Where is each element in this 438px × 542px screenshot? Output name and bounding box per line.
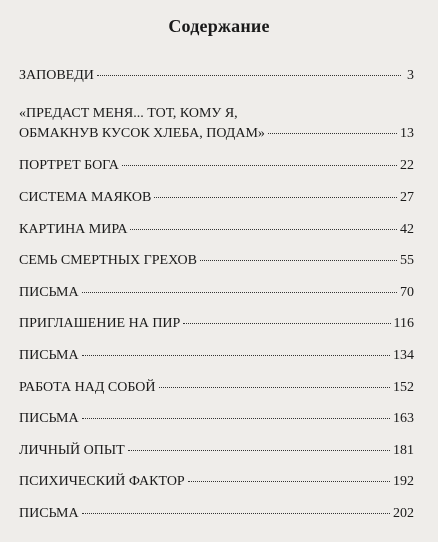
dot-leader [159, 387, 390, 388]
toc-entry-label: ПИСЬМА [19, 506, 79, 521]
toc-entry-priglashenie-na-pir[interactable] [19, 314, 414, 334]
page-title: Содержание [168, 16, 270, 36]
toc-entry-pisma-1[interactable] [19, 283, 414, 303]
toc-entry-label: ПИСЬМА [19, 411, 79, 426]
dot-leader [82, 292, 397, 293]
toc-entry-psihicheskiy-faktor[interactable] [19, 472, 414, 492]
dot-leader [122, 165, 397, 166]
toc-page-number: 134 [393, 348, 414, 363]
toc-entry-pisma-3[interactable] [19, 409, 414, 429]
toc-entry-label: ПИСЬМА [19, 348, 79, 363]
dot-leader [183, 323, 390, 324]
toc-entry-sistema-mayakov[interactable] [19, 188, 414, 208]
dot-leader [200, 260, 397, 261]
dot-leader [188, 481, 390, 482]
toc-page-number: 3 [407, 68, 414, 83]
toc-page-number: 42 [400, 222, 414, 237]
toc-entry-portret-boga[interactable] [19, 156, 414, 176]
dot-leader [82, 513, 390, 514]
toc-page-number: 181 [393, 443, 414, 458]
toc-entry-zapovedi[interactable] [19, 66, 414, 86]
toc-entry-label: РАБОТА НАД СОБОЙ [19, 380, 156, 395]
toc-entry-kartina-mira[interactable] [19, 220, 414, 240]
dot-leader [130, 229, 397, 230]
dot-leader [97, 75, 401, 76]
toc-entry-label-line1: «ПРЕДАСТ МЕНЯ... ТОТ, КОМУ Я, [19, 106, 238, 121]
toc-page-number: 163 [393, 411, 414, 426]
toc-entry-pisma-2[interactable] [19, 346, 414, 366]
toc-entry-lichnyy-opyt[interactable] [19, 441, 414, 461]
toc-page-number: 116 [393, 316, 414, 331]
toc-entry-label: ПОРТРЕТ БОГА [19, 158, 119, 173]
toc-page-number: 152 [393, 380, 414, 395]
toc-entry-label: ОБМАКНУВ КУСОК ХЛЕБА, ПОДАМ» [19, 126, 265, 141]
toc-entry-label: ЛИЧНЫЙ ОПЫТ [19, 443, 125, 458]
toc-entry-pisma-4[interactable] [19, 504, 414, 524]
table-of-contents [19, 66, 414, 521]
toc-entry-label: ПСИХИЧЕСКИЙ ФАКТОР [19, 474, 185, 489]
toc-page-number: 55 [400, 253, 414, 268]
toc-page-number: 13 [400, 126, 414, 141]
dot-leader [82, 418, 390, 419]
toc-entry-label: КАРТИНА МИРА [19, 222, 128, 237]
toc-page-number: 202 [393, 506, 414, 521]
toc-entry-label: ПИСЬМА [19, 285, 79, 300]
toc-entry-sem-smertnyh-grehov[interactable] [19, 251, 414, 271]
dot-leader [82, 355, 390, 356]
toc-entry-predast-menya[interactable] [19, 104, 414, 144]
toc-page-number: 70 [400, 285, 414, 300]
toc-entry-rabota-nad-soboy[interactable] [19, 378, 414, 398]
dot-leader [268, 133, 397, 134]
toc-entry-label: СИСТЕМА МАЯКОВ [19, 190, 152, 205]
dot-leader [128, 450, 390, 451]
toc-page-number: 27 [400, 190, 414, 205]
toc-entry-label: ПРИГЛАШЕНИЕ НА ПИР [19, 316, 181, 331]
toc-entry-label: СЕМЬ СМЕРТНЫХ ГРЕХОВ [19, 253, 197, 268]
toc-entry-label: ЗАПОВЕДИ [19, 68, 94, 83]
toc-page-number: 192 [393, 474, 414, 489]
dot-leader [154, 197, 397, 198]
toc-page-number: 22 [400, 158, 414, 173]
